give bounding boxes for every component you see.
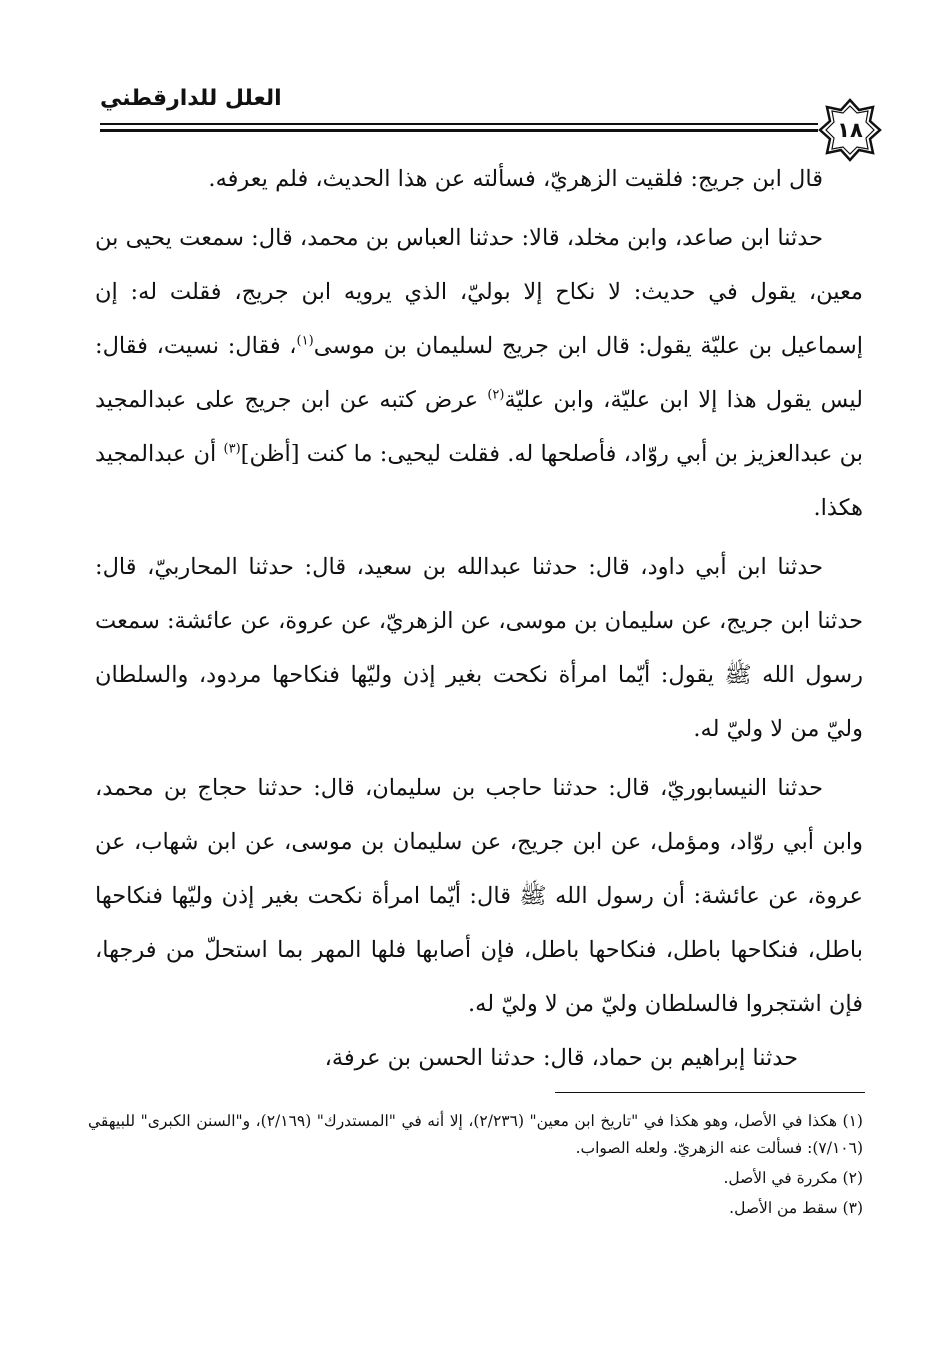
footnote-separator [555,1092,865,1093]
footnotes [88,1108,863,1222]
paragraph-3: حدثنا ابن أبي داود، قال: حدثنا عبدالله بن سعيد، قال: حدثنا المحاربيّ، قال: حدثنا ابن جريج، عن سليمان بن موسى، عن الزهريّ، عن عروة، عن عائشة: سمعت رسول الله ﷺ يقول: أيّما امرأة نكحت بغير إذن وليّها فنكاحها مردود، والسلطان وليّ من لا وليّ له. [95,554,863,742]
paragraph-2-part-d: أن عبدالمجيد هكذا. [95,441,863,521]
footnote-1: (١) هكذا في الأصل، وهو هكذا في "تاريخ ابن معين" (٢/٢٣٦)، إلا أنه في "المستدرك" (٢/١٦٩)، و"السنن الكبرى" للبيهقي (٧/١٠٦): فسألت عنه الزهريّ. ولعله الصواب. [88,1112,863,1157]
running-header-title: العلل للدارقطني [100,86,282,111]
paragraph-1: قال ابن جريج: فلقيت الزهريّ، فسألته عن هذا الحديث، فلم يعرفه. [208,166,823,192]
paragraph-2 [95,211,863,535]
footnote-ref-2: (٢) [487,387,505,403]
footnote-2: (٢) مكررة في الأصل. [723,1169,863,1187]
paragraph-4: حدثنا النيسابوريّ، قال: حدثنا حاجب بن سليمان، قال: حدثنا حجاج بن محمد، وابن أبي روّاد، ومؤمل، عن ابن جريج، عن سليمان بن موسى، عن ابن شهاب، عن عروة، عن عائشة: أن رسول الله ﷺ قال: أيّما امرأة نكحت بغير إذن وليّها فنكاحها باطل، فنكاحها باطل، فنكاحها باطل، فإن أصابها فلها المهر بما استحلّ من فرجها، فإن اشتجروا فالسلطان وليّ من لا وليّ له. [95,775,863,1017]
header-rule-bottom [100,129,818,132]
paragraph-5: حدثنا إبراهيم بن حماد، قال: حدثنا الحسن بن عرفة، [324,1045,798,1071]
footnote-ref-1: (١) [296,333,314,349]
paragraph-2-part-b: ، فقال: نسيت، فقال: ليس يقول هذا إلا ابن عليّة، وابن عليّة [95,333,863,413]
main-text [95,152,863,1085]
footnote-ref-3: (٣) [223,441,241,457]
paragraph-2-part-a: حدثنا ابن صاعد، وابن مخلد، قالا: حدثنا العباس بن محمد، قال: سمعت يحيى بن معين، يقول في حديث: لا نكاح إلا بوليّ، الذي يرويه ابن جريج، فقلت له: إن إسماعيل بن عليّة يقول: قال ابن جريج لسليمان بن موسى [95,225,864,359]
paragraph-2-part-c: عرض كتبه عن ابن جريج على عبدالمجيد بن عبدالعزيز بن أبي روّاد، فأصلحها له. فقلت ليحيى: ما كنت [أظن] [95,387,864,467]
page-number: ١٨ [837,118,863,142]
footnote-3: (٣) سقط من الأصل. [729,1199,863,1217]
header-rule-top [100,123,818,125]
